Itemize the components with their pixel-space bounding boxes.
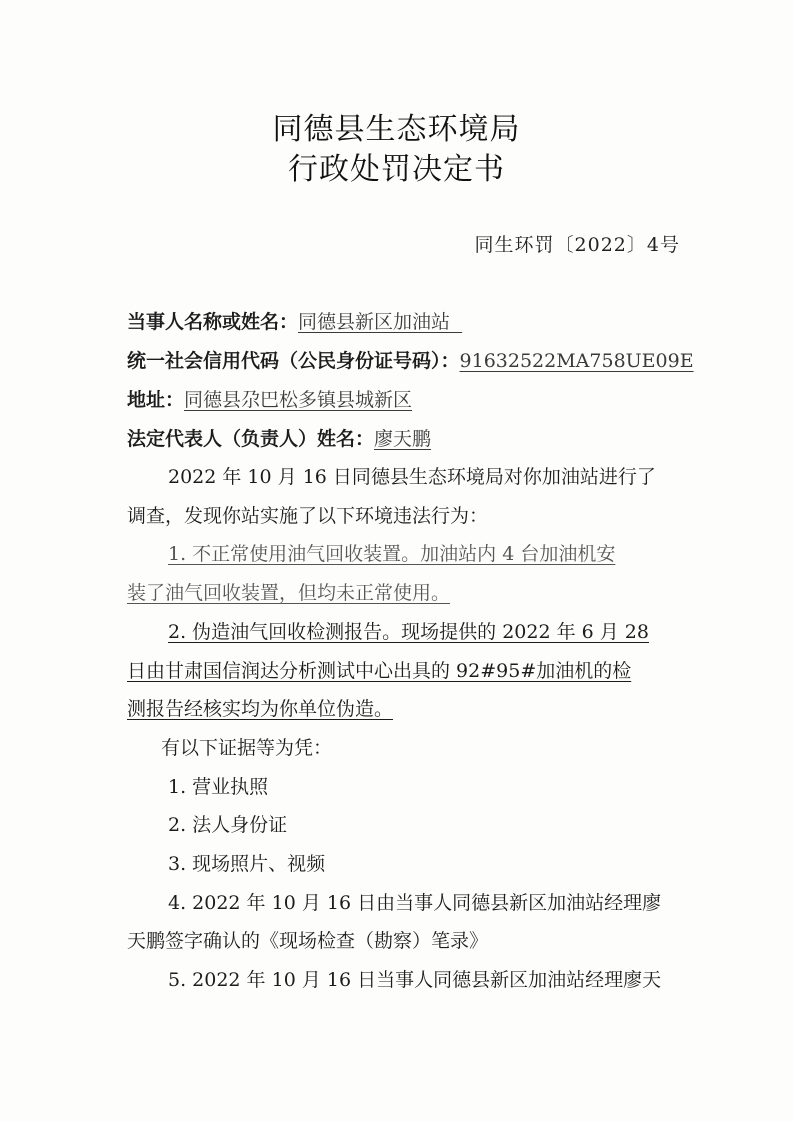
address-row [127,387,412,413]
legal-rep-label: 法定代表人（负责人）姓名： [127,428,375,450]
evidence-item: 天鹏签字确认的《现场检查（勘察）笔录》 [127,930,489,952]
intro-line-1: 2022 年 10 月 16 日同德县生态环境局对你加油站进行了 [168,466,656,488]
legal-rep-row [127,426,431,452]
credit-code-row [127,348,694,374]
intro-line-2: 调查，发现你站实施了以下环境违法行为： [127,505,489,527]
document-number: 同生环罚〔2022〕4号 [474,234,680,256]
evidence-intro: 有以下证据等为凭： [161,737,333,759]
evidence-item: 3. 现场照片、视频 [168,853,326,875]
party-name-label: 当事人名称或姓名： [127,311,299,333]
party-name-row [127,309,462,335]
credit-code-label: 统一社会信用代码（公民身份证号码）： [127,350,460,372]
violation-2-line-1: 2. 伪造油气回收检测报告。现场提供的 2022 年 6 月 28 [168,621,649,643]
credit-code-value: 91632522MA758UE09E [459,350,694,372]
violation-1-line-2: 装了油气回收装置，但均未正常使用。 [127,582,451,604]
evidence-item: 2. 法人身份证 [168,814,288,836]
address-value: 同德县尕巴松多镇县城新区 [184,389,413,411]
agency-title: 同德县生态环境局 [272,112,521,147]
party-name-value: 同德县新区加油站 [298,311,451,333]
violation-2-line-3: 测报告经核实均为你单位伪造。 [127,698,394,720]
evidence-item: 4. 2022 年 10 月 16 日由当事人同德县新区加油站经理廖 [168,892,662,914]
legal-rep-value: 廖天鹏 [374,428,432,450]
evidence-item: 5. 2022 年 10 月 16 日当事人同德县新区加油站经理廖天 [168,969,662,991]
violation-1-line-1: 1. 不正常使用油气回收装置。加油站内 4 台加油机安 [168,543,616,565]
violation-2-line-2: 日由甘肃国信润达分析测试中心出具的 92#95#加油机的检 [127,660,632,682]
evidence-item: 1. 营业执照 [168,776,269,798]
address-label: 地址： [127,389,185,411]
document-type-title: 行政处罚决定书 [288,152,505,187]
